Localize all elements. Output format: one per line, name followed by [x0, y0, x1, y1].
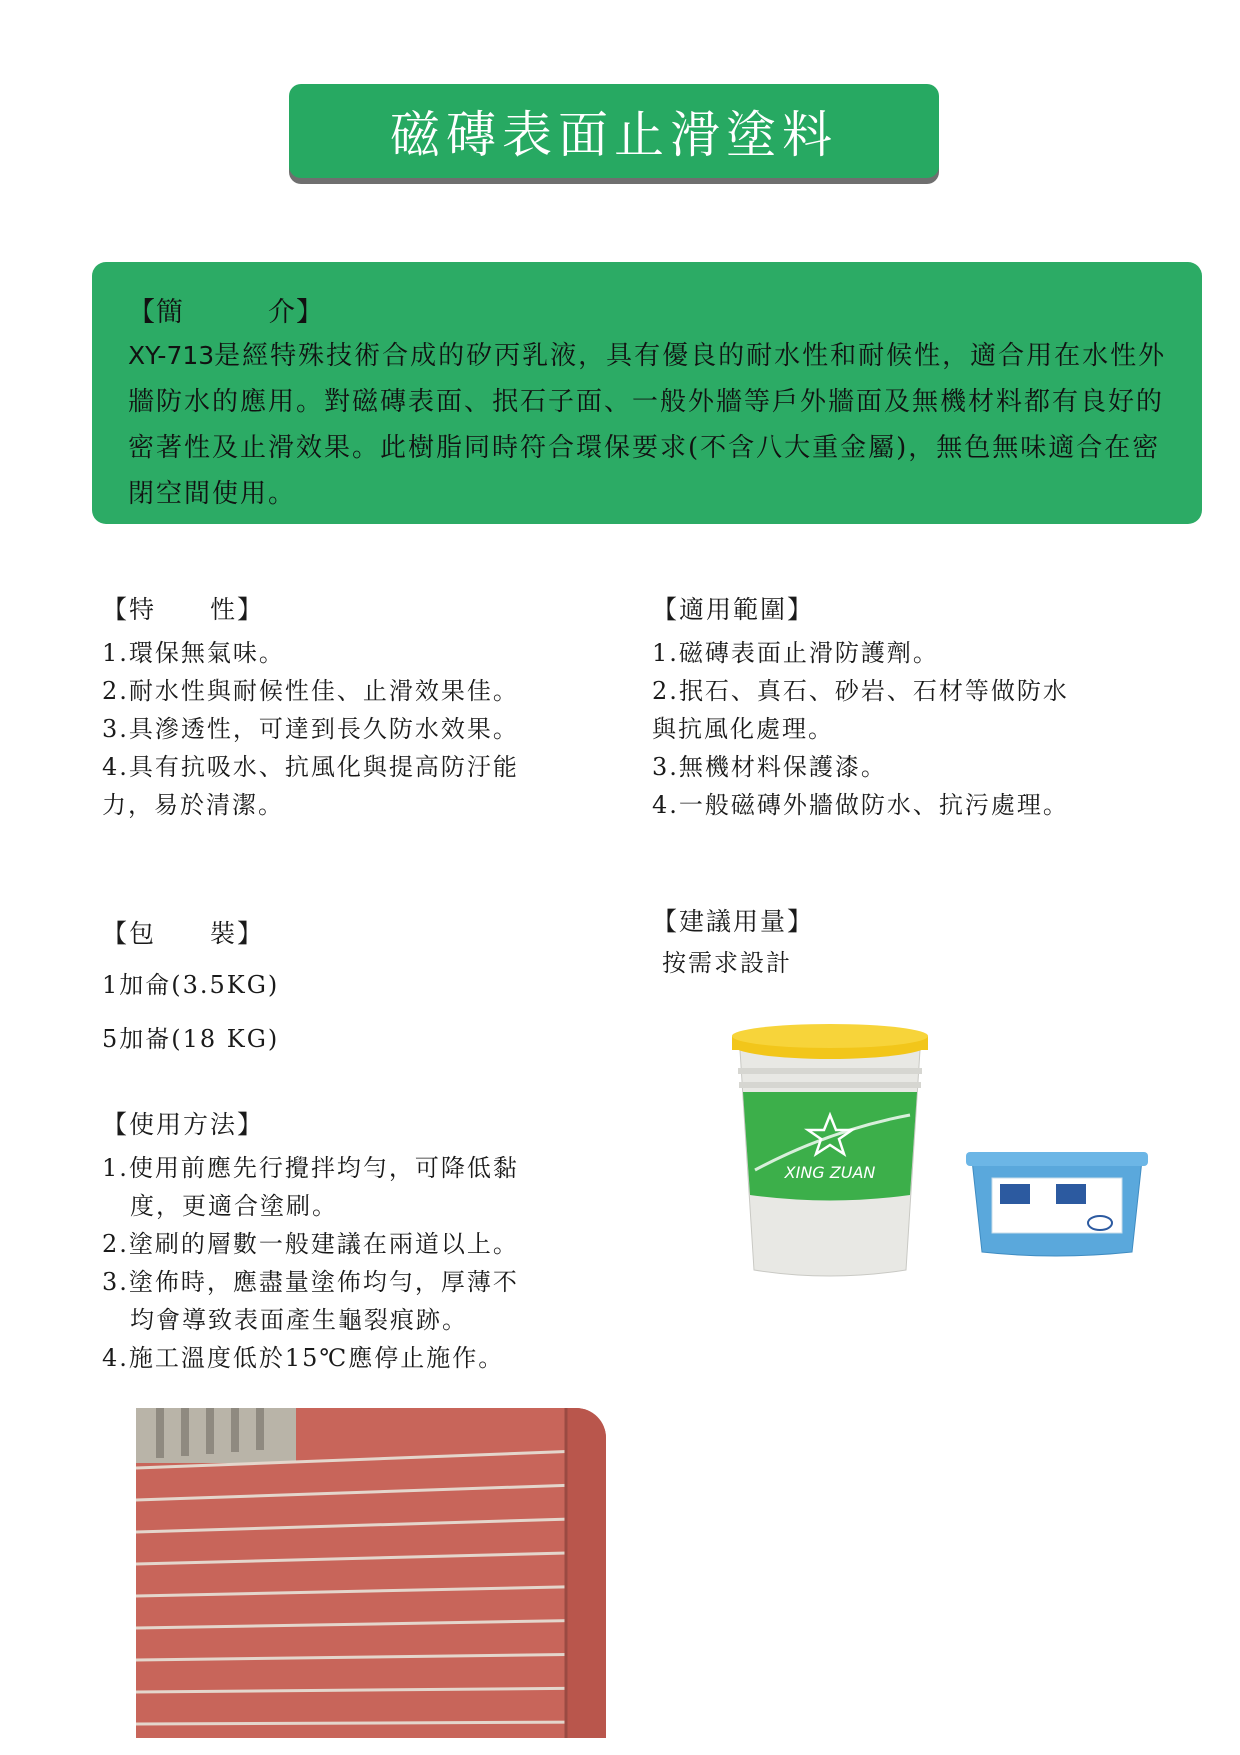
scope-section	[652, 590, 1152, 824]
intro-text: 是經特殊技術合成的矽丙乳液，具有優良的耐水性和耐候性，適合用在水性外牆防水的應用。對磁磚表面、抿石子面、一般外牆等戶外牆面及無機材料都有良好的密著性及止滑效果。此樹脂同時符合環保要求(不含八大重金屬)，無色無味適合在密閉空間使用。	[128, 341, 1167, 509]
usage-item: 4.施工溫度低於15℃應停止施作。	[102, 1344, 505, 1372]
product-photo	[710, 1020, 1190, 1310]
scope-item: 4.一般磁磚外牆做防水、抗污處理。	[652, 791, 1069, 819]
features-section	[102, 590, 572, 824]
features-item: 2.耐水性與耐候性佳、止滑效果佳。	[102, 677, 519, 705]
dosage-heading: 【建議用量】	[652, 907, 815, 936]
packaging-item: 5加崙(18 KG)	[102, 1025, 280, 1053]
packaging-heading: 【包 裝】	[102, 919, 265, 948]
wall-corner	[566, 1408, 606, 1738]
tub-label-block	[1000, 1184, 1030, 1204]
features-item: 4.具有抗吸水、抗風化與提高防汙能	[102, 753, 519, 781]
title-banner	[289, 84, 939, 178]
bucket-lid-top	[732, 1024, 928, 1048]
scope-item: 2.抿石、真石、砂岩、石材等做防水	[652, 677, 1069, 705]
tile-wall-illustration	[136, 1408, 606, 1738]
usage-item: 3.塗佈時，應盡量塗佈均勻，厚薄不	[102, 1268, 519, 1296]
features-item: 力，易於清潔。	[102, 791, 284, 819]
tub-label-block	[1056, 1184, 1086, 1204]
packaging-item: 1加侖(3.5KG)	[102, 971, 280, 999]
scope-heading: 【適用範圍】	[652, 595, 815, 624]
brand-text: XING ZUAN	[784, 1163, 876, 1182]
dosage-section	[652, 902, 1052, 980]
window-bar	[256, 1408, 264, 1450]
tub-lid	[966, 1152, 1148, 1166]
usage-section	[102, 1105, 602, 1377]
intro-box	[92, 262, 1202, 524]
scope-item: 與抗風化處理。	[652, 715, 834, 743]
usage-item: 2.塗刷的層數一般建議在兩道以上。	[102, 1230, 519, 1258]
intro-body	[128, 333, 1170, 517]
window-bar	[231, 1408, 239, 1452]
window-bar	[156, 1408, 164, 1458]
window-bar	[206, 1408, 214, 1454]
features-item: 3.具滲透性，可達到長久防水效果。	[102, 715, 519, 743]
product-model: XY-713	[128, 341, 215, 370]
usage-heading: 【使用方法】	[102, 1110, 265, 1139]
intro-heading: 【簡 介】	[128, 297, 324, 328]
features-item: 1.環保無氣味。	[102, 639, 285, 667]
product-illustration	[710, 1020, 1190, 1310]
bucket-rib	[738, 1068, 922, 1074]
tile-wall-photo	[136, 1408, 606, 1738]
features-heading: 【特 性】	[102, 595, 265, 624]
dosage-text: 按需求設計	[662, 949, 792, 977]
usage-item: 均會導致表面產生龜裂痕跡。	[130, 1306, 468, 1334]
usage-item: 度，更適合塗刷。	[130, 1192, 338, 1220]
bucket-rib	[739, 1082, 921, 1088]
scope-item: 1.磁磚表面止滑防護劑。	[652, 639, 939, 667]
scope-item: 3.無機材料保護漆。	[652, 753, 887, 781]
usage-item: 1.使用前應先行攪拌均勻，可降低黏	[102, 1154, 519, 1182]
packaging-section	[102, 914, 502, 1066]
page-title: 磁磚表面止滑塗料	[390, 106, 838, 164]
window-bar	[181, 1408, 189, 1456]
